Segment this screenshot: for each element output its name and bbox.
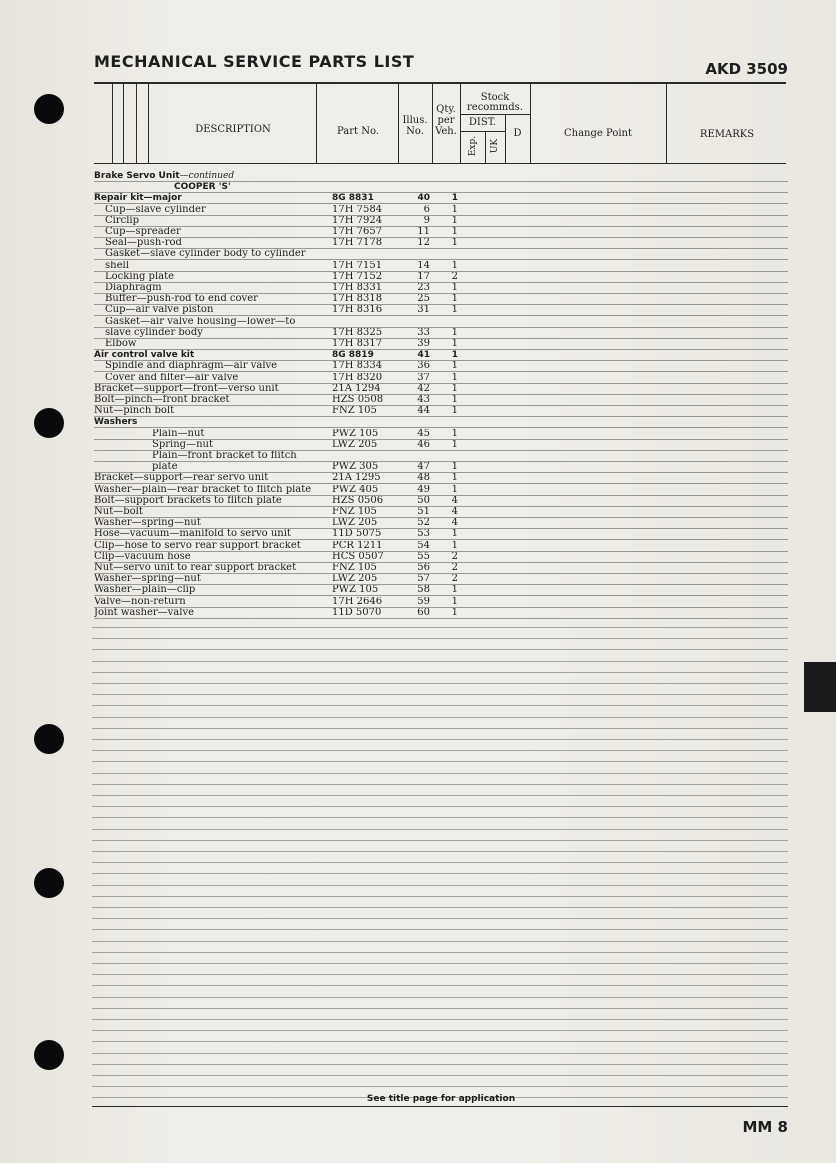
row-description: Cup—spreader (105, 227, 181, 237)
col-divider (136, 84, 137, 163)
row-illus-number: 37 (417, 372, 430, 383)
table-row (94, 350, 788, 361)
row-illus-number: 59 (417, 596, 430, 607)
row-part-number: LWZ 205 (332, 574, 378, 585)
row-description: Hose—vacuum—manifold to servo unit (94, 529, 291, 540)
row-illus-number: 23 (417, 283, 430, 293)
dist-rule (460, 131, 505, 132)
row-quantity: 2 (451, 574, 458, 585)
row-part-number: 8G 8819 (332, 350, 374, 361)
row-part-number: LWZ 205 (332, 518, 378, 529)
binder-hole (34, 1040, 64, 1070)
table-row (94, 361, 788, 372)
row-quantity: 1 (451, 372, 458, 383)
table-row (94, 216, 788, 227)
ruled-line (92, 941, 788, 942)
row-description: Bolt—support brackets to flitch plate (94, 495, 282, 506)
row-quantity: 1 (451, 383, 458, 394)
row-part-number: 17H 7178 (332, 238, 383, 249)
row-description: Air control valve kit (94, 350, 195, 361)
ruled-line (92, 840, 788, 841)
row-part-number: FNZ 105 (332, 563, 377, 573)
row-part-number: 17H 8318 (332, 294, 383, 305)
application-note: See title page for application (366, 1094, 516, 1104)
row-description: shell (105, 260, 129, 271)
ruled-line (92, 705, 788, 706)
table-row (94, 261, 788, 272)
row-description: Washers (94, 417, 138, 428)
col-divider (530, 84, 531, 163)
row-part-number: 21A 1295 (332, 473, 381, 484)
table-row (94, 429, 788, 440)
row-illus-number: 9 (423, 215, 430, 226)
row-illus-number: 39 (417, 339, 430, 349)
col-header-qty-per: per (437, 115, 455, 126)
row-description: Repair kit—major (94, 193, 182, 204)
row-description: Locking plate (105, 271, 175, 282)
ruled-line (92, 795, 788, 796)
col-header-exp: Exp. (468, 135, 478, 157)
row-part-number: PWZ 305 (332, 462, 379, 473)
row-description: Gasket—air valve housing—lower—to (105, 316, 296, 327)
row-part-number: PWZ 105 (332, 428, 379, 439)
binder-hole (34, 408, 64, 438)
ruled-line (92, 1019, 788, 1020)
table-row (94, 485, 788, 496)
col-header-qty: Qty. (436, 104, 456, 115)
col-header-stock: Stock (480, 92, 510, 103)
row-part-number: PCR 1211 (332, 540, 383, 551)
row-description: Diaphragm (105, 283, 162, 293)
row-quantity: 1 (451, 227, 458, 237)
row-description: Gasket—slave cylinder body to cylinder (105, 249, 306, 260)
row-part-number: 17H 8325 (332, 327, 383, 338)
row-illus-number: 57 (417, 574, 430, 585)
binder-hole (34, 724, 64, 754)
row-quantity: 4 (451, 518, 458, 529)
table-row (94, 585, 788, 596)
table-row (94, 238, 788, 249)
row-illus-number: 31 (417, 305, 430, 316)
table-row (94, 451, 788, 462)
row-quantity: 4 (451, 507, 458, 517)
table-row (94, 339, 788, 350)
table-row (94, 552, 788, 563)
row-illus-number: 44 (417, 406, 430, 417)
binder-hole (34, 868, 64, 898)
table-row (94, 417, 788, 428)
row-quantity: 1 (451, 462, 458, 473)
ruled-line (92, 997, 788, 998)
col-header-illus: Illus. (402, 115, 428, 126)
row-description: Brake Servo Unit—continued (94, 171, 235, 181)
row-quantity: 2 (451, 271, 458, 282)
row-quantity: 2 (451, 551, 458, 562)
row-illus-number: 47 (417, 462, 430, 473)
row-description: Washer—spring—nut (94, 574, 201, 585)
table-row (94, 529, 788, 540)
ruled-line (92, 728, 788, 729)
ruled-line (92, 1075, 788, 1076)
ruled-line (92, 683, 788, 684)
row-illus-number: 55 (417, 551, 430, 562)
ruled-line (92, 694, 788, 695)
row-illus-number: 49 (417, 484, 430, 495)
ruled-line (92, 1041, 788, 1042)
row-part-number: 17H 8317 (332, 339, 383, 349)
row-part-number: HZS 0508 (332, 395, 384, 405)
row-description: Nut—pinch bolt (94, 406, 175, 417)
row-quantity: 4 (451, 495, 458, 506)
row-quantity: 1 (451, 204, 458, 215)
document-code: AKD 3509 (705, 60, 788, 78)
row-description: Cup—slave cylinder (105, 204, 206, 215)
table-row (94, 496, 788, 507)
ruled-line (92, 784, 788, 785)
ruled-line (92, 638, 788, 639)
ruled-line (92, 829, 788, 830)
row-description: Bracket—support—rear servo unit (94, 473, 269, 484)
table-row (94, 227, 788, 238)
row-part-number: HCS 0507 (332, 551, 384, 562)
row-part-number: 17H 7924 (332, 215, 383, 226)
stock-rule (460, 114, 530, 115)
row-illus-number: 42 (417, 383, 430, 394)
table-row (94, 182, 788, 193)
row-illus-number: 58 (417, 585, 430, 596)
row-description: Circlip (105, 215, 140, 226)
ruled-line (92, 739, 788, 740)
row-part-number: 11D 5075 (332, 529, 382, 540)
row-part-number: PWZ 405 (332, 484, 379, 495)
row-description: Cup—air valve piston (105, 305, 214, 316)
ruled-line (92, 627, 788, 628)
row-quantity: 1 (451, 473, 458, 484)
table-row (94, 563, 788, 574)
row-quantity: 1 (451, 529, 458, 540)
col-header-illus-no: No. (406, 126, 424, 137)
table-row (94, 249, 788, 260)
row-illus-number: 25 (417, 294, 430, 305)
row-description: Nut—servo unit to rear support bracket (94, 563, 297, 573)
row-part-number: 21A 1294 (332, 383, 381, 394)
row-description: Cover and filter—air valve (105, 372, 239, 383)
ruled-line (92, 717, 788, 718)
row-part-number: 17H 8320 (332, 372, 383, 383)
row-quantity: 1 (451, 238, 458, 249)
section-tab-marker (804, 662, 836, 712)
row-illus-number: 43 (417, 395, 430, 405)
ruled-line (92, 1053, 788, 1054)
row-description: Seal—push-rod (105, 238, 182, 249)
ruled-line (92, 672, 788, 673)
col-header-remarks: REMARKS (699, 129, 755, 140)
ruled-line (92, 1008, 788, 1009)
row-quantity: 1 (451, 215, 458, 226)
row-illus-number: 17 (417, 271, 430, 282)
row-illus-number: 40 (417, 193, 430, 204)
col-divider (148, 84, 149, 163)
ruled-line (92, 851, 788, 852)
row-illus-number: 41 (417, 350, 430, 361)
row-description: Washer—plain—rear bracket to flitch plate (94, 484, 312, 495)
ruled-line (92, 985, 788, 986)
col-header-change-point: Change Point (564, 128, 632, 139)
table-row (94, 541, 788, 552)
row-illus-number: 54 (417, 540, 430, 551)
col-divider (316, 84, 317, 163)
row-illus-number: 45 (417, 428, 430, 439)
row-quantity: 1 (451, 540, 458, 551)
ruled-line (92, 817, 788, 818)
ruled-line (92, 885, 788, 886)
col-divider (112, 84, 113, 163)
ruled-line (92, 806, 788, 807)
table-row (94, 608, 788, 619)
row-part-number: 17H 8316 (332, 305, 383, 316)
row-quantity: 1 (451, 350, 458, 361)
row-description: Clip—vacuum hose (94, 551, 191, 562)
row-quantity: 1 (451, 260, 458, 271)
row-part-number: 17H 7657 (332, 227, 383, 237)
col-divider (123, 84, 124, 163)
table-row (94, 171, 788, 182)
col-divider (666, 84, 667, 163)
row-illus-number: 11 (417, 227, 430, 237)
row-illus-number: 6 (423, 204, 430, 215)
table-row (94, 373, 788, 384)
binder-hole (34, 94, 64, 124)
row-description: Washer—plain—clip (94, 585, 196, 596)
col-header-qty-veh: Veh. (435, 126, 457, 137)
table-row (94, 473, 788, 484)
row-description: Bolt—pinch—front bracket (94, 395, 230, 405)
col-header-d: D (513, 128, 522, 139)
ruled-line (92, 1086, 788, 1087)
row-description: Spindle and diaphragm—air valve (105, 361, 278, 372)
row-quantity: 1 (451, 596, 458, 607)
ruled-line (92, 1030, 788, 1031)
row-illus-number: 60 (417, 607, 430, 618)
row-quantity: 2 (451, 563, 458, 573)
row-quantity: 1 (451, 327, 458, 338)
row-illus-number: 33 (417, 327, 430, 338)
row-illus-number: 51 (417, 507, 430, 517)
ruled-line (92, 907, 788, 908)
row-part-number: PWZ 105 (332, 585, 379, 596)
row-quantity: 1 (451, 193, 458, 204)
table-row (94, 395, 788, 406)
row-quantity: 1 (451, 361, 458, 372)
row-part-number: 17H 7152 (332, 271, 383, 282)
row-part-number: 17H 8331 (332, 283, 383, 293)
page-number: MM 8 (742, 1118, 788, 1136)
row-description: COOPER 'S' (174, 182, 231, 193)
table-row (94, 294, 788, 305)
ruled-line (92, 929, 788, 930)
row-quantity: 1 (451, 283, 458, 293)
col-header-uk: UK (490, 138, 500, 154)
row-part-number: 17H 2646 (332, 596, 383, 607)
ruled-line (92, 661, 788, 662)
row-quantity: 1 (451, 428, 458, 439)
table-row (94, 406, 788, 417)
col-header-dist: DIST. (468, 117, 497, 128)
row-description: Clip—hose to servo rear support bracket (94, 540, 301, 551)
row-part-number: HZS 0506 (332, 495, 384, 506)
ruled-line (92, 918, 788, 919)
col-header-recommds: recommds. (467, 102, 523, 113)
col-header-description: DESCRIPTION (195, 124, 271, 135)
table-row (94, 507, 788, 518)
header-top-rule (94, 82, 786, 84)
row-part-number: FNZ 105 (332, 507, 377, 517)
row-description: plate (152, 462, 178, 473)
ruled-line (92, 974, 788, 975)
row-part-number: 8G 8831 (332, 193, 374, 204)
col-header-part-no: Part No. (337, 126, 379, 137)
col-divider (485, 132, 486, 163)
table-row (94, 317, 788, 328)
row-quantity: 1 (451, 585, 458, 596)
ruled-line (92, 750, 788, 751)
ruled-line (92, 761, 788, 762)
ruled-line (92, 952, 788, 953)
row-description: Valve—non-return (94, 596, 186, 607)
table-row (94, 272, 788, 283)
row-quantity: 1 (451, 294, 458, 305)
row-quantity: 1 (451, 484, 458, 495)
footer-rule (92, 1106, 788, 1107)
table-row (94, 193, 788, 204)
table-row (94, 305, 788, 316)
row-illus-number: 50 (417, 495, 430, 506)
row-quantity: 1 (451, 339, 458, 349)
ruled-line (92, 773, 788, 774)
row-quantity: 1 (451, 607, 458, 618)
row-illus-number: 36 (417, 361, 430, 372)
row-part-number: 11D 5070 (332, 607, 382, 618)
table-row (94, 328, 788, 339)
row-quantity: 1 (451, 395, 458, 405)
table-row (94, 518, 788, 529)
table-row (94, 205, 788, 216)
table-row (94, 462, 788, 473)
row-illus-number: 14 (417, 260, 430, 271)
row-description: Elbow (105, 339, 137, 349)
table-row (94, 283, 788, 294)
table-row (94, 597, 788, 608)
header-bottom-rule (94, 163, 786, 164)
table-row (94, 440, 788, 451)
table-row (94, 574, 788, 585)
row-description: Joint washer—valve (94, 607, 195, 618)
row-description: Plain—front bracket to flitch (152, 451, 297, 461)
ruled-line (92, 1064, 788, 1065)
page-title: MECHANICAL SERVICE PARTS LIST (94, 52, 415, 71)
row-illus-number: 53 (417, 529, 430, 540)
row-description: Bracket—support—front—verso unit (94, 383, 279, 394)
ruled-line (92, 896, 788, 897)
table-row (94, 384, 788, 395)
row-description: Buffer—push-rod to end cover (105, 294, 258, 305)
ruled-line (92, 963, 788, 964)
row-quantity: 1 (451, 439, 458, 450)
row-illus-number: 12 (417, 238, 430, 249)
row-quantity: 1 (451, 406, 458, 417)
row-quantity: 1 (451, 305, 458, 316)
ruled-line (92, 862, 788, 863)
row-illus-number: 48 (417, 473, 430, 484)
row-part-number: FNZ 105 (332, 406, 377, 417)
row-illus-number: 52 (417, 518, 430, 529)
row-description: Washer—spring—nut (94, 518, 201, 529)
row-illus-number: 56 (417, 563, 430, 573)
row-description: Nut—bolt (94, 507, 143, 517)
row-description: slave cylinder body (105, 327, 203, 338)
ruled-line (92, 873, 788, 874)
row-part-number: 17H 8334 (332, 361, 383, 372)
row-part-number: LWZ 205 (332, 439, 378, 450)
row-part-number: 17H 7584 (332, 204, 383, 215)
row-description: Plain—nut (152, 428, 205, 439)
ruled-line (92, 649, 788, 650)
row-description: Spring—nut (152, 439, 213, 450)
row-part-number: 17H 7151 (332, 260, 383, 271)
row-illus-number: 46 (417, 439, 430, 450)
